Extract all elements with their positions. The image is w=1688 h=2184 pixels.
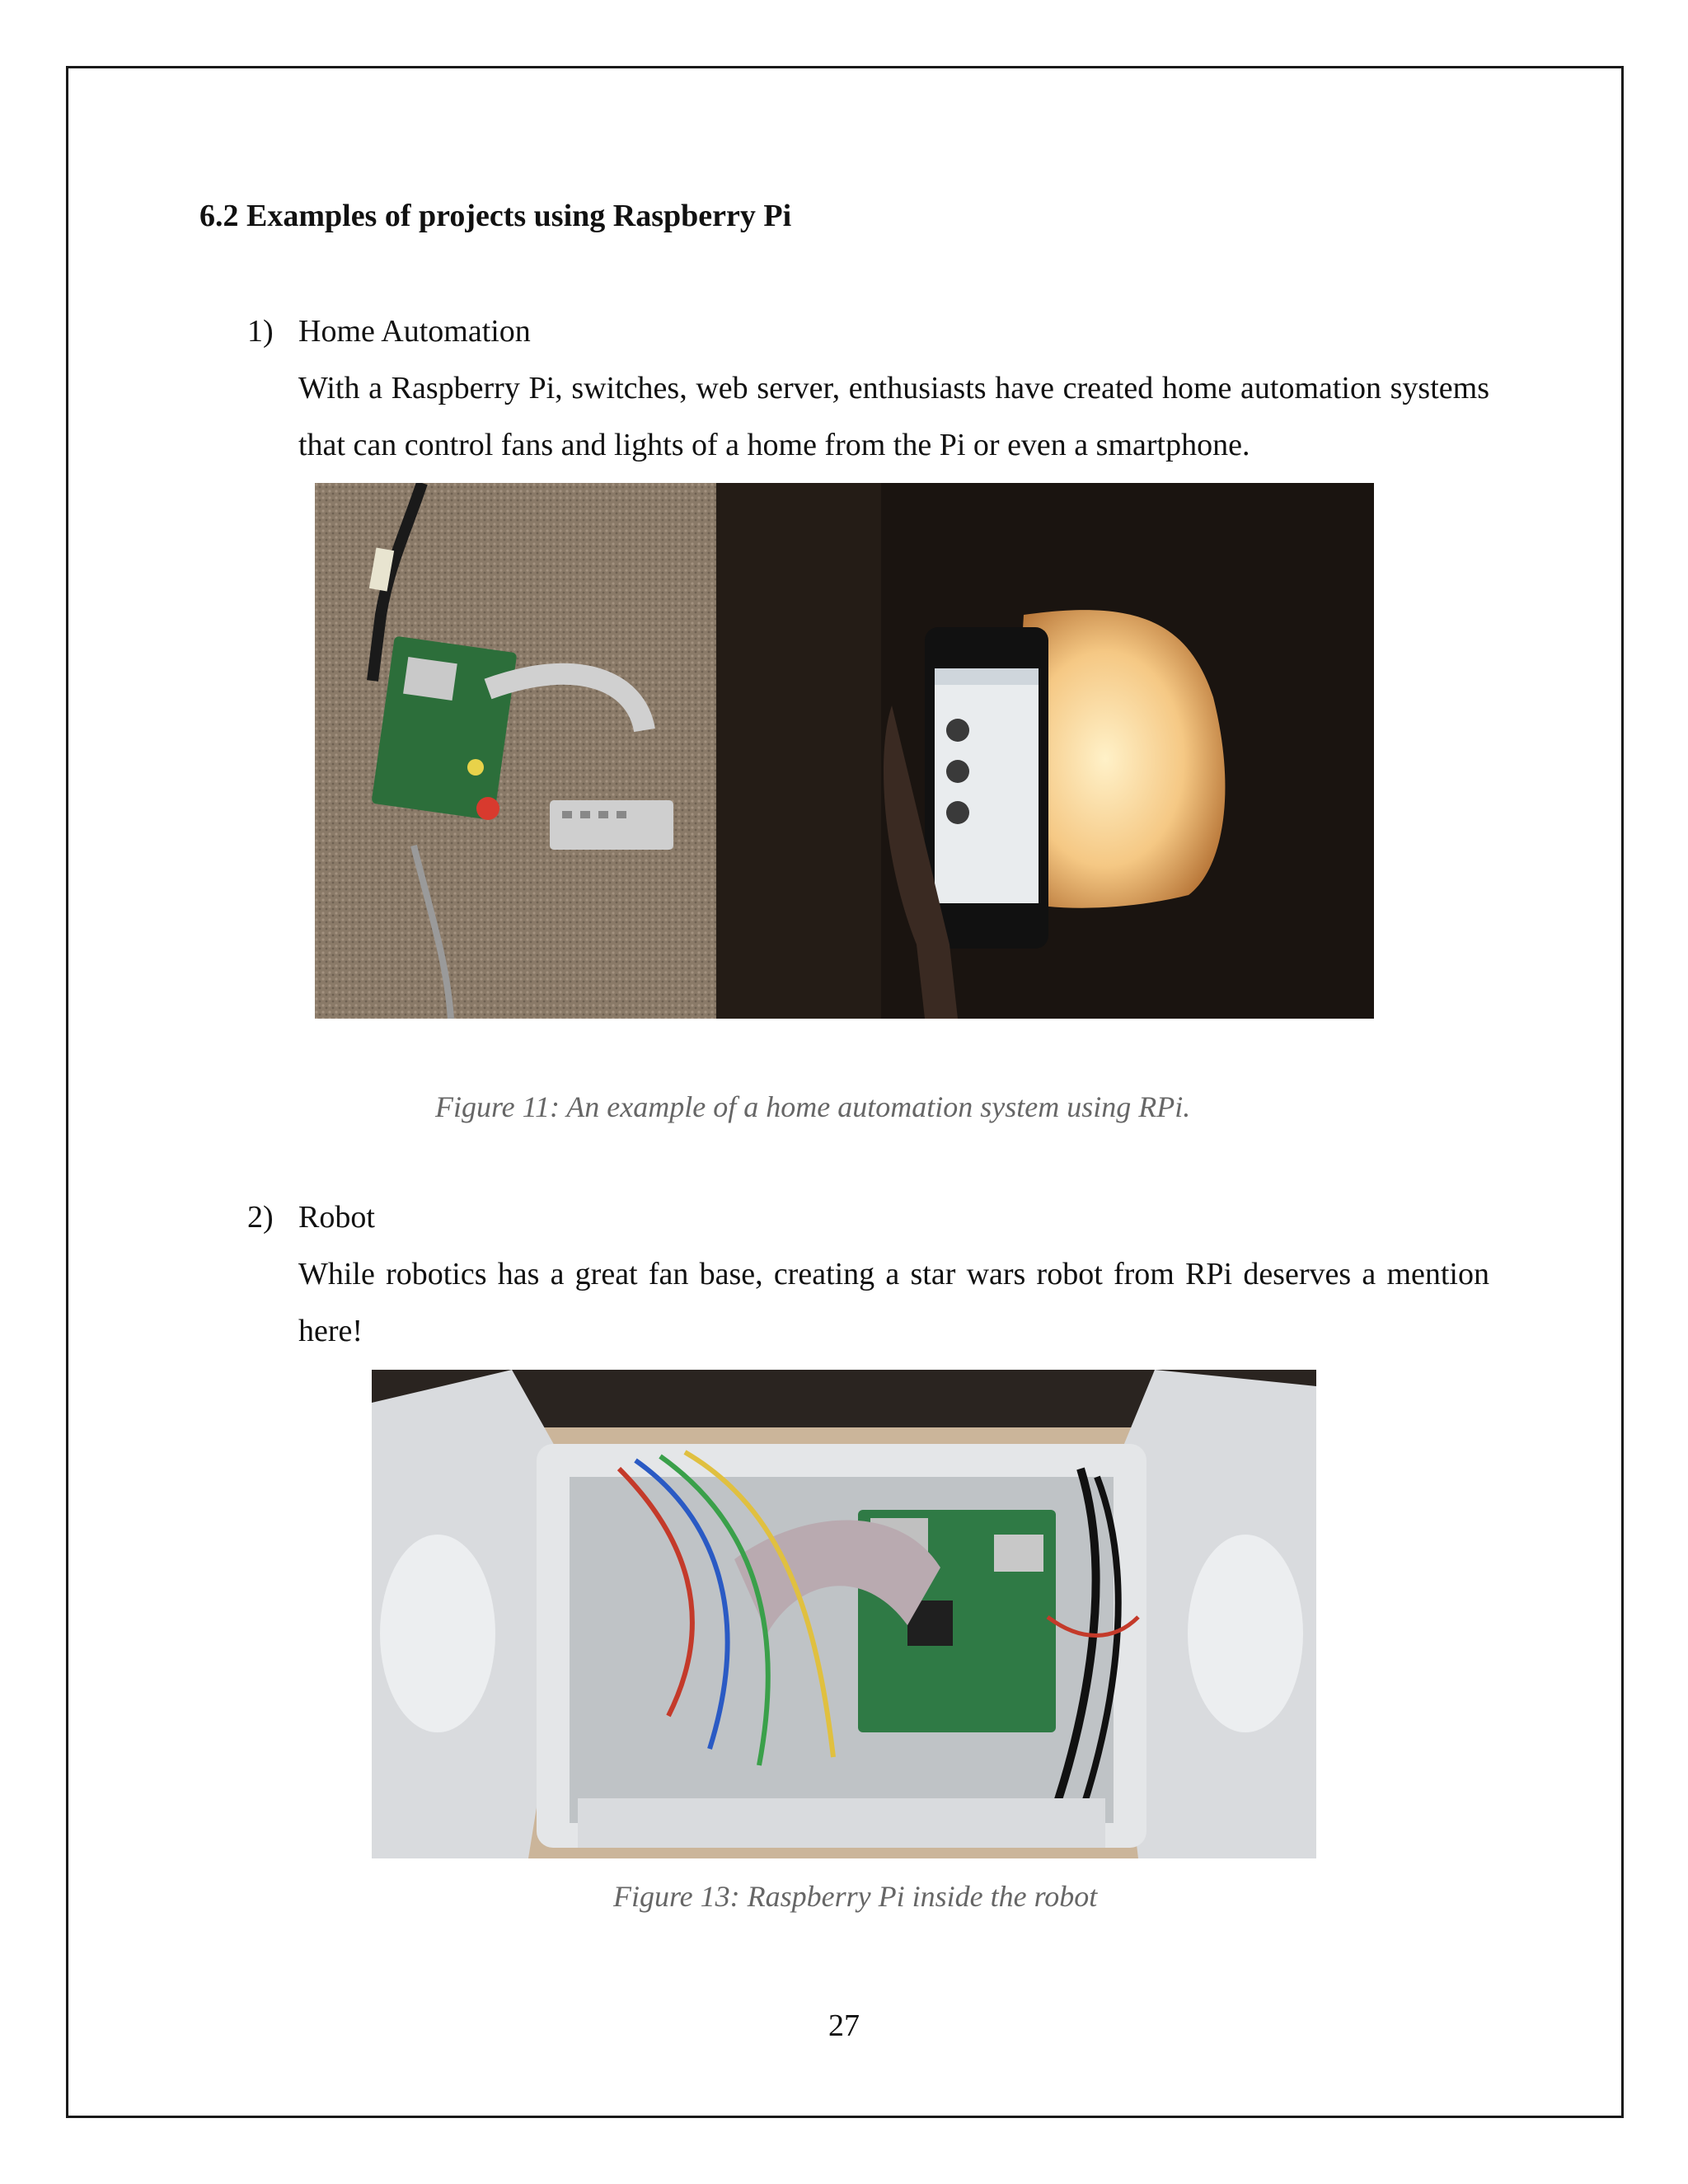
- robot-description: While robotics has a great fan base, creating a star wars robot from RPi deserves a mention here!: [298, 1257, 1489, 1348]
- robot-photo: [372, 1370, 1316, 1858]
- list-number-2: 2): [247, 1200, 274, 1235]
- figure-11-caption: Figure 11: An example of a home automation system using RPi.: [435, 1090, 1191, 1123]
- home-automation-description: With a Raspberry Pi, switches, web server, enthusiasts have created home automation systems that can control fans and lights of a home from the Pi or even a smartphone.: [298, 371, 1489, 462]
- list-title-home-automation: Home Automation: [298, 314, 531, 349]
- figure-13-caption: Figure 13: Raspberry Pi inside the robot: [613, 1880, 1098, 1913]
- list-number-1: 1): [247, 314, 274, 349]
- section-heading: 6.2 Examples of projects using Raspberry Pi: [199, 199, 792, 233]
- page-number: 27: [828, 2008, 860, 2043]
- home-automation-photo: [315, 483, 1374, 1019]
- list-title-robot: Robot: [298, 1200, 375, 1235]
